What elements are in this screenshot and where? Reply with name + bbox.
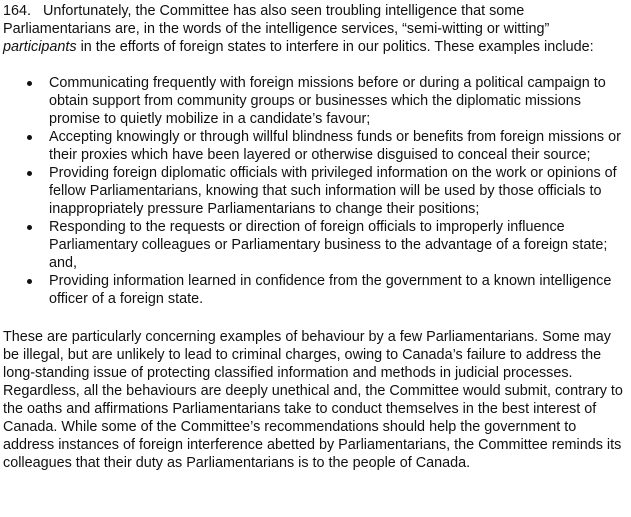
list-item (49, 74, 627, 128)
bullet-icon (27, 81, 32, 86)
bullet-icon (27, 171, 32, 176)
list-item (49, 128, 627, 164)
examples-list (3, 74, 627, 308)
bullet-icon (27, 279, 32, 284)
bullet-icon (27, 225, 32, 230)
intro-paragraph (3, 2, 627, 56)
paragraph-number: 164. (3, 3, 32, 19)
intro-text: Unfortunately, the Committee has also seen troubling intelligence that some Parliamentarians are, in the words of the intelligence services, “semi-witting or witting” (3, 3, 550, 37)
list-item-text: Accepting knowingly or through willful blindness funds or benefits from foreign missions or their proxies which have been layered or otherwise disguised to conceal their source; (49, 129, 621, 163)
list-item-text: Providing foreign diplomatic officials with privileged information on the work or opinions of fellow Parliamentarians, knowing that such information will be used by those officials to inappropriately pressure Parliamentarians to change their positions; (49, 165, 617, 217)
bullet-icon (27, 135, 32, 140)
list-item-text: Communicating frequently with foreign missions before or during a political campaign to obtain support from community groups or businesses which the diplomatic missions promise to quietly mobilize in a candidate’s favour; (49, 75, 606, 127)
list-item (49, 218, 627, 272)
list-item (49, 272, 627, 308)
intro-emphasis: participants (3, 39, 77, 55)
closing-paragraph: These are particularly concerning examples of behaviour by a few Parliamentarians. Some may be illegal, but are unlikely to lead to criminal charges, owing to Canada’s failure to address the long-standing issue of protecting classified information and methods in judicial processes. Regardless, all the behaviours are deeply unethical and, the Committee would submit, contrary to the oaths and affirmations Parliamentarians take to conduct themselves in the best interest of Canada. While some of the Committee’s recommendations should help the government to address instances of foreign interference abetted by Parliamentarians, the Committee reminds its colleagues that their duty as Parliamentarians is to the people of Canada. (3, 329, 623, 471)
list-item-text: Responding to the requests or direction of foreign officials to improperly influence Parliamentary colleagues or Parliamentary business to the advantage of a foreign state; and, (49, 219, 608, 271)
list-item (49, 164, 627, 218)
intro-text-continued: in the efforts of foreign states to interfere in our politics. These examples include: (80, 39, 594, 55)
list-item-text: Providing information learned in confidence from the government to a known intelligence officer of a foreign state. (49, 273, 612, 307)
